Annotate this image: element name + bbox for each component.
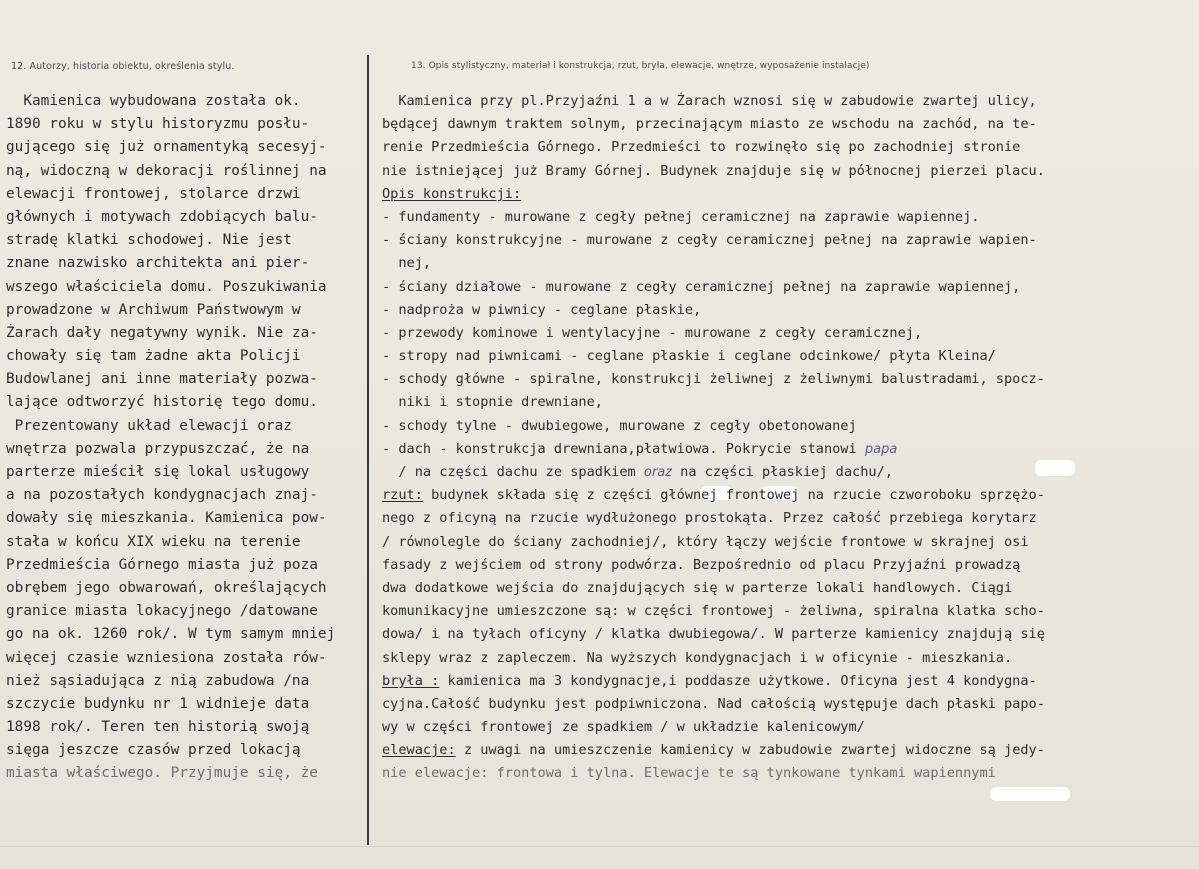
- history-text-line: więcej czasie wzniesiona została rów-: [6, 649, 327, 666]
- line-text: - nadproża w piwnicy - ceglane płaskie,: [382, 301, 702, 318]
- description-text-line: [382, 229, 1194, 252]
- description-text-line: [382, 670, 1194, 693]
- history-text-line: obrębem jego obwarowań, określających: [6, 579, 327, 596]
- history-text-line: go na ok. 1260 rok/. W tym samym mniej: [6, 626, 336, 643]
- history-text-line: stała w końcu XIX wieku na terenie: [6, 533, 301, 550]
- history-text-line: głównych i motywach zdobiących balu-: [6, 208, 318, 225]
- line-text: - fundamenty - murowane z cegły pełnej ceramicznej na zaprawie wapiennej.: [382, 208, 980, 225]
- history-text-line: a na pozostałych kondygnacjach znaj-: [6, 487, 318, 504]
- description-text-line: [382, 276, 1194, 299]
- line-text: wy w części frontowej ze spadkiem / w układzie kalenicowym/: [382, 719, 865, 736]
- line-text: budynek składa się z części głównej frontowej na rzucie czworoboku sprzężo-: [422, 487, 1045, 504]
- history-text-line: 1898 rok/. Teren ten historią swoją: [6, 719, 310, 736]
- line-text: nie istniejącej już Bramy Górnej. Budynek znajduje się w północnej pierzei placu.: [382, 162, 1045, 179]
- line-text-tail: na części płaskiej dachu/,: [672, 464, 893, 480]
- line-text: / na części dachu ze spadkiem: [382, 464, 644, 480]
- history-text-line: 1890 roku w stylu historyzmu posłu-: [6, 116, 310, 133]
- line-text: będącej dawnym traktem solnym, przecinającym miasto ze wschodu na zachód, na te-: [382, 116, 1037, 133]
- description-text-line: [382, 623, 1194, 646]
- history-text-line: szczycie budynku nr 1 widnieje data: [6, 695, 310, 712]
- line-text: - ściany działowe - murowane z cegły ceramicznej pełnej na zaprawie wapiennej,: [382, 278, 1021, 295]
- section-13-header: 13. Opis stylistyczny, materiał i konstrukcja, rzut, bryła, elewacje, wnętrze, wyposażenie instalacje): [411, 61, 870, 71]
- history-text-line: Prezentowany układ elewacji oraz: [6, 417, 292, 434]
- line-text: - przewody kominowe i wentylacyjne - murowane z cegły ceramicznej,: [382, 324, 923, 341]
- description-text-line: [382, 739, 1194, 762]
- line-text: komunikacyjne umieszczone są: w części frontowej - żeliwna, spiralna klatka scho-: [382, 603, 1045, 620]
- description-text-column: [382, 90, 1194, 786]
- line-text: dwa dodatkowe wejścia do znajdujących się w parterze lokali handlowych. Ciągi: [382, 579, 1013, 596]
- section-label: rzut:: [382, 487, 423, 504]
- history-text-line: wszego właściciela domu. Poszukiwania: [6, 278, 327, 295]
- line-text: sklepy wraz z zapleczem. Na wyższych kondygnacjach i w oficynie - mieszkania.: [382, 649, 1013, 666]
- description-text-line: [382, 507, 1194, 530]
- handwritten-word: papa: [864, 441, 898, 457]
- description-text-line: [382, 484, 1194, 507]
- history-text-line: Żarach dały negatywny wynik. Nie za-: [6, 324, 318, 341]
- line-text: dowa/ i na tyłach oficyny / klatka dwubiegowa/. W parterze kamienicy znajdują się: [382, 626, 1045, 643]
- line-text: nej,: [382, 255, 432, 272]
- description-text-line: [382, 647, 1194, 670]
- history-text-line: sięga jeszcze czasów przed lokacją: [6, 742, 301, 759]
- description-text-line: [382, 299, 1194, 322]
- description-text-line: [382, 183, 1194, 206]
- line-text: - schody główne - spiralne, konstrukcji żeliwnej z żeliwnymi balustradami, spocz-: [382, 371, 1045, 388]
- history-text-line: elewacji frontowej, stolarce drzwi: [6, 185, 301, 202]
- line-text: z uwagi na umieszczenie kamienicy w zabudowie zwartej widoczne są jedy-: [455, 742, 1045, 759]
- description-text-line: [382, 693, 1194, 716]
- description-text-line: [382, 391, 1194, 414]
- line-text: nego z oficyną na rzucie wydłużonego prostokąta. Przez całość przebiega korytarz: [382, 510, 1037, 527]
- line-text: kamienica ma 3 kondygnacje,i poddasze użytkowe. Oficyna jest 4 kondygna-: [439, 672, 1037, 689]
- line-text: - schody tylne - dwubiegowe, murowane z cegły obetonowanej: [382, 417, 857, 434]
- history-text-line: wnętrza pozwala przypuszczać, że na: [6, 440, 310, 457]
- line-text: cyjna.Całość budynku jest podpiwniczona. Nad całością występuje dach płaski papo-: [382, 695, 1045, 712]
- description-text-line: [382, 415, 1194, 438]
- history-text-line: prowadzone w Archiwum Państwowym w: [6, 301, 301, 318]
- description-text-line: [382, 368, 1194, 391]
- description-text-line: [382, 113, 1194, 136]
- history-text-line: gującego się już ornamentyką secesyj-: [6, 139, 327, 156]
- history-text-line: znane nazwisko architekta ani pier-: [6, 255, 310, 272]
- section-label: elewacje:: [382, 742, 456, 759]
- description-text-line: [382, 160, 1194, 183]
- page-fold-line: [0, 846, 1199, 847]
- description-text-line: [382, 461, 1194, 484]
- line-text: fasady z wejściem od strony podwórza. Bezpośrednio od placu Przyjaźni prowadzą: [382, 556, 1021, 573]
- handwritten-word: oraz: [643, 465, 672, 480]
- history-text-line: miasta właściwego. Przyjmuje się, że: [6, 765, 318, 782]
- line-text: renie Przedmieścia Górnego. Przedmieści to rozwinęło się po zachodniej stronie: [382, 139, 1021, 156]
- column-divider: [367, 55, 369, 845]
- history-text-line: granice miasta lokacyjnego /datowane: [6, 603, 318, 620]
- description-text-line: [382, 554, 1194, 577]
- line-text: - ściany konstrukcyjne - murowane z cegły ceramicznej pełnej na zaprawie wapien-: [382, 232, 1037, 249]
- history-text-line: lające odtworzyć historię tego domu.: [6, 394, 318, 411]
- section-label: bryła :: [382, 672, 440, 689]
- description-text-line: [382, 531, 1194, 554]
- section-label: Opis konstrukcji:: [382, 185, 522, 202]
- description-text-line: [382, 206, 1194, 229]
- description-text-line: [382, 252, 1194, 275]
- history-text-line: chowały się tam żadne akta Policji: [6, 348, 301, 365]
- description-text-line: [382, 322, 1194, 345]
- line-text: nie elewacje: frontowa i tylna. Elewacje te są tynkowane tynkami wapiennymi: [382, 765, 996, 782]
- line-text: - dach - konstrukcja drewniana,płatwiowa. Pokrycie stanowi: [382, 440, 865, 457]
- history-text-line: Kamienica wybudowana została ok.: [6, 93, 301, 109]
- description-text-line: [382, 90, 1194, 113]
- history-text-line: parterze mieścił się lokal usługowy: [6, 464, 310, 480]
- whiteout-patch: [990, 787, 1070, 801]
- description-text-line: [382, 136, 1194, 159]
- description-text-line: [382, 716, 1194, 739]
- description-text-line: [382, 762, 1194, 785]
- history-text-line: stradę klatki schodowej. Nie jest: [6, 232, 292, 249]
- history-text-line: Budowlanej ani inne materiały pozwa-: [6, 371, 318, 388]
- description-text-line: [382, 600, 1194, 623]
- description-text-line: [382, 577, 1194, 600]
- history-text-line: Przedmieścia Górnego miasta już poza: [6, 556, 318, 573]
- line-text: / równolegle do ściany zachodniej/, który łączy wejście frontowe w skrajnej osi: [382, 533, 1029, 550]
- history-text-line: ną, widoczną w dekoracji roślinnej na: [6, 162, 327, 179]
- line-text: Kamienica przy pl.Przyjaźni 1 a w Żarach wznosi się w zabudowie zwartej ulicy,: [382, 93, 1037, 109]
- description-text-line: [382, 345, 1194, 368]
- description-text-line: [382, 438, 1194, 461]
- history-text-line: nież sąsiadująca z nią zabudowa /na: [6, 672, 310, 689]
- line-text: niki i stopnie drewniane,: [382, 394, 603, 411]
- line-text: - stropy nad piwnicami - ceglane płaskie i ceglane odcinkowe/ płyta Kleina/: [382, 348, 996, 365]
- section-12-header: 12. Autorzy, historia obiektu, określenia stylu.: [11, 61, 235, 72]
- history-text-line: dowały się mieszkania. Kamienica pow-: [6, 510, 327, 527]
- history-text-column: [6, 90, 361, 786]
